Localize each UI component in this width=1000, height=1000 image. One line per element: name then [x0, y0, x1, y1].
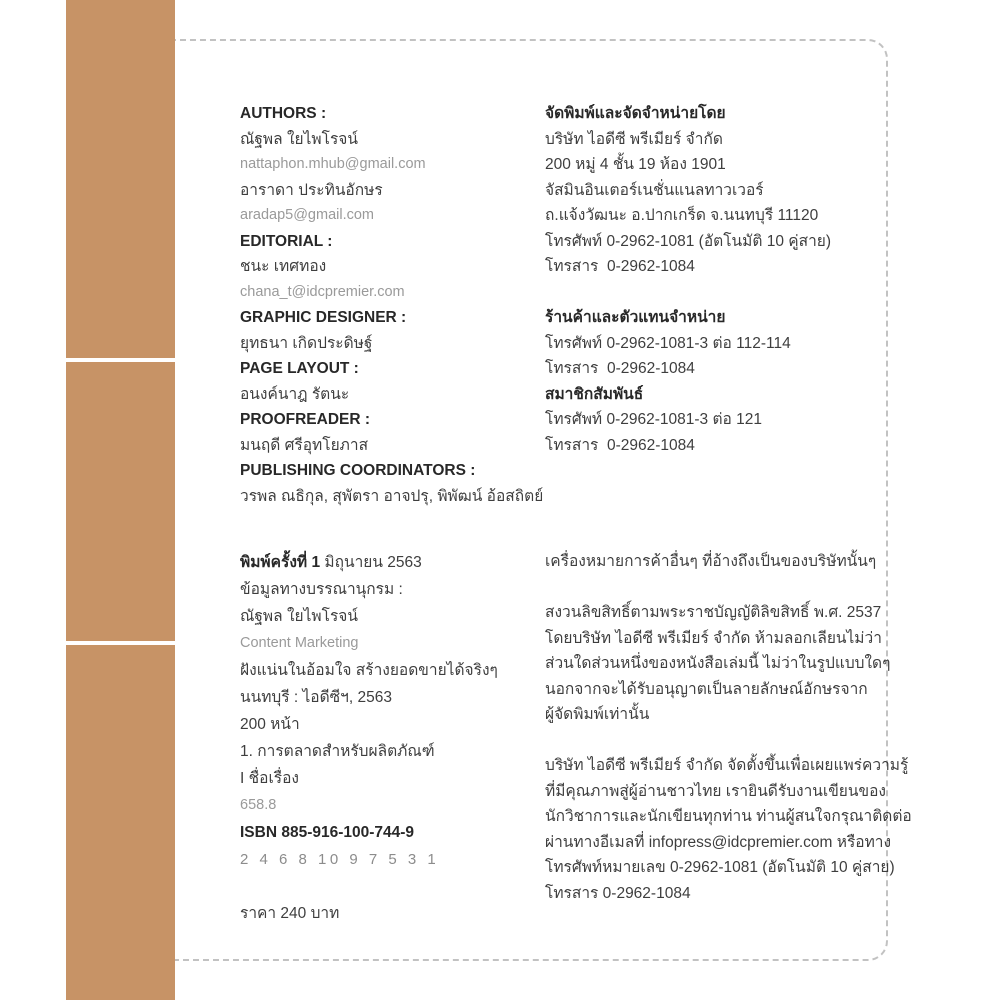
credit-email: nattaphon.mhub@gmail.com [240, 156, 426, 172]
publisher-line: จัสมินอินเตอร์เนชั่นแนลทาวเวอร์ [545, 181, 764, 199]
dealers-phone: โทรศัพท์ 0-2962-1081-3 ต่อ 112-114 [545, 334, 791, 352]
imprint-subject: 1. การตลาดสำหรับผลิตภัณฑ์ [240, 743, 435, 760]
copyright-line: นอกจากจะได้รับอนุญาตเป็นลายลักษณ์อักษรจาก [545, 680, 868, 698]
contact-line: บริษัท ไอดีซี พรีเมียร์ จำกัด จัดตั้งขึ้นเพื่อเผยแพร่ความรู้ [545, 757, 909, 774]
membership-phone: โทรศัพท์ 0-2962-1081-3 ต่อ 121 [545, 411, 762, 428]
imprint-subtitle: ฝังแน่นในอ้อมใจ สร้างยอดขายได้จริงๆ [240, 662, 498, 679]
contact-line: ที่มีคุณภาพสู่ผู้อ่านชาวไทย เรายินดีรับงานเขียนของ [545, 782, 886, 800]
credits-heading-graphic-designer: GRAPHIC DESIGNER : [240, 309, 407, 326]
publisher-line: ถ.แจ้งวัฒนะ อ.ปากเกร็ด จ.นนทบุรี 11120 [545, 207, 819, 224]
publisher-fax: โทรสาร 0-2962-1084 [545, 258, 695, 275]
credit-email: chana_t@idcpremier.com [240, 283, 405, 300]
credit-email: aradap5@gmail.com [240, 207, 375, 223]
legal-block [545, 549, 912, 906]
credit-line: ชนะ เทศทอง [240, 258, 327, 275]
membership-fax: โทรสาร 0-2962-1084 [545, 436, 695, 454]
dealers-heading: ร้านค้าและตัวแทนจำหน่าย [545, 309, 726, 326]
publisher-heading: จัดพิมพ์และจัดจำหน่ายโดย [545, 105, 726, 122]
credits-heading-publishing-coordinators: PUBLISHING COORDINATORS : [240, 462, 476, 479]
bibliographic-heading: ข้อมูลทางบรรณานุกรม : [240, 581, 403, 598]
dealers-fax: โทรสาร 0-2962-1084 [545, 360, 695, 377]
imprint-pages: 200 หน้า [240, 716, 300, 733]
edition-date: มิถุนายน 2563 [320, 554, 422, 571]
publisher-line: บริษัท ไอดีซี พรีเมียร์ จำกัด [545, 130, 723, 148]
publisher-block [545, 101, 895, 458]
edition-label: พิมพ์ครั้งที่ 1 [240, 554, 321, 571]
credits-block [240, 101, 544, 509]
isbn-line: ISBN 885-916-100-744-9 [240, 824, 415, 841]
publisher-phone: โทรศัพท์ 0-2962-1081 (อัตโนมัติ 10 คู่สาย) [545, 232, 832, 250]
credits-heading-authors: AUTHORS : [240, 105, 327, 122]
accent-bar [66, 0, 175, 1000]
imprint-block [240, 549, 545, 927]
copyright-line: โดยบริษัท ไอดีซี พรีเมียร์ จำกัด ห้ามลอกเลียนไม่ว่า [545, 629, 882, 647]
membership-heading: สมาชิกสัมพันธ์ [545, 385, 644, 403]
trademark-notice: เครื่องหมายการค้าอื่นๆ ที่อ้างถึงเป็นของบริษัทนั้นๆ [545, 553, 877, 570]
credit-line: ณัฐพล ใยไพโรจน์ [240, 130, 358, 148]
copyright-line: สงวนลิขสิทธิ์ตามพระราชบัญญัติลิขสิทธิ์ พ.ศ. 2537 [545, 604, 882, 621]
printing-sequence: 2 4 6 8 10 9 7 5 3 1 [240, 851, 440, 868]
credits-heading-proofreader: PROOFREADER : [240, 411, 371, 428]
credit-line: มนฤดี ศรีอุทโยภาส [240, 436, 369, 454]
imprint-city-year: นนทบุรี : ไอดีซีฯ, 2563 [240, 689, 392, 706]
credit-line: อาราดา ประทินอักษร [240, 181, 383, 199]
credits-heading-editorial: EDITORIAL : [240, 232, 333, 250]
credit-line: อนงค์นาฎ รัตนะ [240, 385, 350, 403]
accent-bar-gap [66, 641, 175, 645]
credit-line: ยุทธนา เกิดประดิษฐ์ [240, 334, 373, 352]
imprint-title-entry: I ชื่อเรื่อง [240, 770, 299, 787]
copyright-line: ผู้จัดพิมพ์เท่านั้น [545, 706, 650, 723]
contact-email-line: ผ่านทางอีเมลที่ infopress@idcpremier.com หรือทาง [545, 833, 892, 851]
contact-line: นักวิชาการและนักเขียนทุกท่าน ท่านผู้สนใจกรุณาติดต่อ [545, 808, 912, 825]
imprint-title: Content Marketing [240, 635, 359, 651]
contact-fax-line: โทรสาร 0-2962-1084 [545, 884, 691, 902]
price-line: ราคา 240 บาท [240, 905, 340, 922]
imprint-author: ณัฐพล ใยไพโรจน์ [240, 608, 358, 625]
credit-line: วรพล ณธิกุล, สุพัตรา อาจปรุ, พิพัฒน์ อ้อสถิตย์ [240, 487, 544, 505]
accent-bar-gap [66, 358, 175, 362]
publisher-line: 200 หมู่ 4 ชั้น 19 ห้อง 1901 [545, 156, 726, 173]
credits-heading-page-layout: PAGE LAYOUT : [240, 360, 359, 377]
contact-phone-line: โทรศัพท์หมายเลข 0-2962-1081 (อัตโนมัติ 10 คู่สาย) [545, 859, 895, 876]
edition-line [240, 549, 545, 576]
imprint-dewey-number: 658.8 [240, 797, 277, 813]
copyright-line: ส่วนใดส่วนหนึ่งของหนังสือเล่มนี้ ไม่ว่าในรูปแบบใดๆ [545, 655, 891, 672]
